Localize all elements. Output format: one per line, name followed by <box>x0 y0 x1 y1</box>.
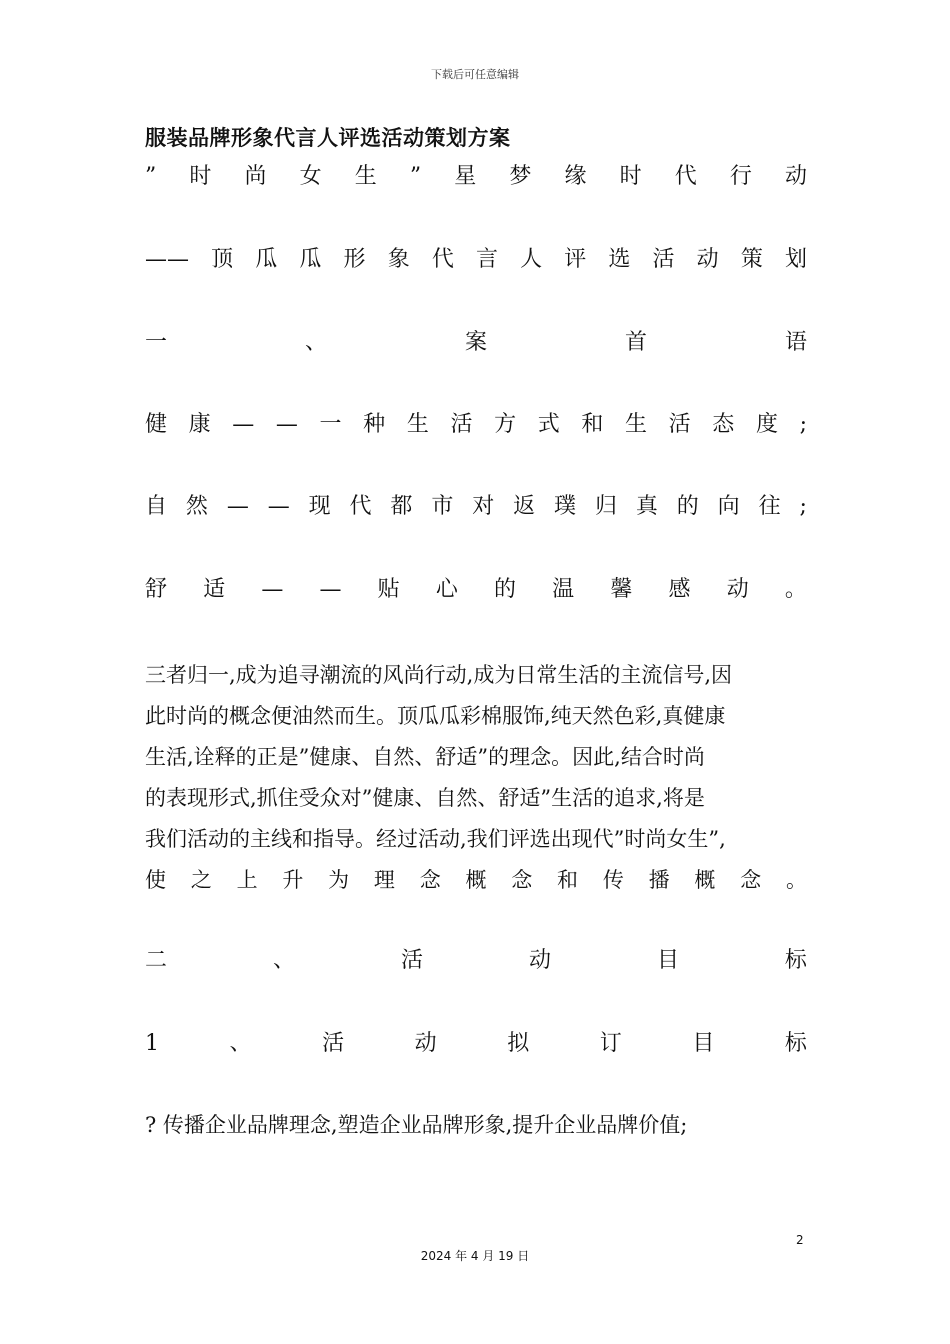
intro-paragraph <box>145 655 815 901</box>
char: 缘 <box>564 164 587 189</box>
page-header-note: 下载后可任意编辑 <box>431 68 519 81</box>
char: 念 <box>511 868 533 892</box>
goal-bullet-1 <box>145 1105 815 1146</box>
char: 健 <box>145 412 168 437</box>
char: 自 <box>145 494 168 519</box>
char: 态 <box>712 412 735 437</box>
char: 言 <box>475 247 498 272</box>
char: — <box>261 577 284 602</box>
char: 活 <box>322 1031 345 1056</box>
char: 选 <box>608 247 631 272</box>
char: 方 <box>494 412 517 437</box>
char: 。 <box>785 868 807 892</box>
char: 活 <box>668 412 691 437</box>
char: 时 <box>189 164 212 189</box>
char: 感 <box>668 577 691 602</box>
char: 活 <box>450 412 473 437</box>
motto-comfort <box>145 575 807 605</box>
char: 、 <box>272 948 295 973</box>
char: 、 <box>304 330 327 355</box>
char: 代 <box>431 247 454 272</box>
char: 、 <box>229 1031 252 1056</box>
char: ; <box>799 494 807 519</box>
char: 市 <box>431 494 454 519</box>
paragraph-line: 我们活动的主线和指导。经过活动,我们评选出现代”时尚女生”, <box>145 827 726 851</box>
char: 代 <box>674 164 697 189</box>
char: 对 <box>472 494 495 519</box>
char: 舒 <box>145 577 168 602</box>
subtitle-line-1 <box>145 162 807 192</box>
char: — <box>319 577 342 602</box>
char: 的 <box>676 494 699 519</box>
char: 真 <box>635 494 658 519</box>
char: 梦 <box>509 164 532 189</box>
char: 生 <box>406 412 429 437</box>
char: 首 <box>624 330 647 355</box>
char: ; <box>799 412 807 437</box>
char: 拟 <box>507 1031 530 1056</box>
char: 贴 <box>377 577 400 602</box>
char: 目 <box>692 1031 715 1056</box>
paragraph-line: 三者归一,成为追寻潮流的风尚行动,成为日常生活的主流信号,因 <box>145 663 733 687</box>
char: 升 <box>282 868 304 892</box>
char: 的 <box>494 577 517 602</box>
char: 向 <box>717 494 740 519</box>
char: 语 <box>784 330 807 355</box>
char: 种 <box>363 412 386 437</box>
char: 目 <box>656 948 679 973</box>
char: 璞 <box>554 494 577 519</box>
subtitle-line-2 <box>145 245 807 275</box>
char: —— <box>145 247 189 272</box>
char: 象 <box>387 247 410 272</box>
char: 温 <box>552 577 575 602</box>
char: — <box>275 412 298 437</box>
char: 念 <box>419 868 441 892</box>
char: 生 <box>625 412 648 437</box>
char: — <box>226 494 249 519</box>
char: 代 <box>349 494 372 519</box>
char: 二 <box>145 948 168 973</box>
char: 顶 <box>211 247 234 272</box>
document-title: 服装品牌形象代言人评选活动策划方案 <box>145 126 511 150</box>
char: 上 <box>236 868 258 892</box>
page-number: 2 <box>796 1233 804 1247</box>
char: 心 <box>435 577 458 602</box>
char: 返 <box>513 494 536 519</box>
footer-date: 2024 年 4 月 19 日 <box>420 1249 530 1263</box>
char: 生 <box>354 164 377 189</box>
section-heading-goals <box>145 946 807 976</box>
char: 一 <box>145 330 168 355</box>
char: 念 <box>740 868 762 892</box>
char: 康 <box>188 412 211 437</box>
section-heading-preface <box>145 328 807 358</box>
bullet-text: ? 传播企业品牌理念,塑造企业品牌形象,提升企业品牌价值; <box>145 1113 688 1137</box>
char: 形 <box>343 247 366 272</box>
char: 人 <box>520 247 543 272</box>
char: 和 <box>581 412 604 437</box>
char: — <box>232 412 255 437</box>
char: 现 <box>308 494 331 519</box>
char: 瓜 <box>255 247 278 272</box>
motto-health <box>145 410 807 440</box>
char: 和 <box>557 868 579 892</box>
char: 之 <box>190 868 212 892</box>
char: 播 <box>648 868 670 892</box>
char: 行 <box>729 164 752 189</box>
char: 标 <box>784 948 807 973</box>
char: 度 <box>755 412 778 437</box>
char: 时 <box>619 164 642 189</box>
char: 动 <box>696 247 719 272</box>
motto-nature <box>145 492 807 522</box>
char: 适 <box>203 577 226 602</box>
char: 一 <box>319 412 342 437</box>
char: 活 <box>400 948 423 973</box>
char: 概 <box>465 868 487 892</box>
char: 往 <box>758 494 781 519</box>
char: 使 <box>145 868 166 892</box>
char: 动 <box>528 948 551 973</box>
char: 归 <box>594 494 617 519</box>
char: ” <box>409 164 422 189</box>
char: 1 <box>145 1031 159 1056</box>
char: 瓜 <box>299 247 322 272</box>
char: 传 <box>602 868 624 892</box>
char: 。 <box>784 577 807 602</box>
paragraph-line: 生活,诠释的正是”健康、自然、舒适”的理念。因此,结合时尚 <box>145 745 705 769</box>
char: 案 <box>464 330 487 355</box>
char: 策 <box>740 247 763 272</box>
char: 概 <box>694 868 716 892</box>
char: 馨 <box>610 577 633 602</box>
char: 评 <box>564 247 587 272</box>
char: 为 <box>328 868 350 892</box>
char: 理 <box>373 868 395 892</box>
char: 标 <box>784 1031 807 1056</box>
char: 动 <box>784 164 807 189</box>
char: 然 <box>185 494 208 519</box>
char: 女 <box>299 164 322 189</box>
char: 都 <box>390 494 413 519</box>
char: ” <box>145 164 157 189</box>
paragraph-line: 的表现形式,抓住受众对”健康、自然、舒适”生活的追求,将是 <box>145 786 705 810</box>
char: 动 <box>726 577 749 602</box>
char: 尚 <box>244 164 267 189</box>
subsection-heading-goals <box>145 1029 807 1059</box>
char: 动 <box>414 1031 437 1056</box>
char: — <box>267 494 290 519</box>
paragraph-last-line <box>145 860 807 901</box>
char: 划 <box>784 247 807 272</box>
paragraph-line: 此时尚的概念便油然而生。顶瓜瓜彩棉服饰,纯天然色彩,真健康 <box>145 704 726 728</box>
char: 星 <box>454 164 477 189</box>
char: 式 <box>537 412 560 437</box>
char: 活 <box>652 247 675 272</box>
char: 订 <box>599 1031 622 1056</box>
